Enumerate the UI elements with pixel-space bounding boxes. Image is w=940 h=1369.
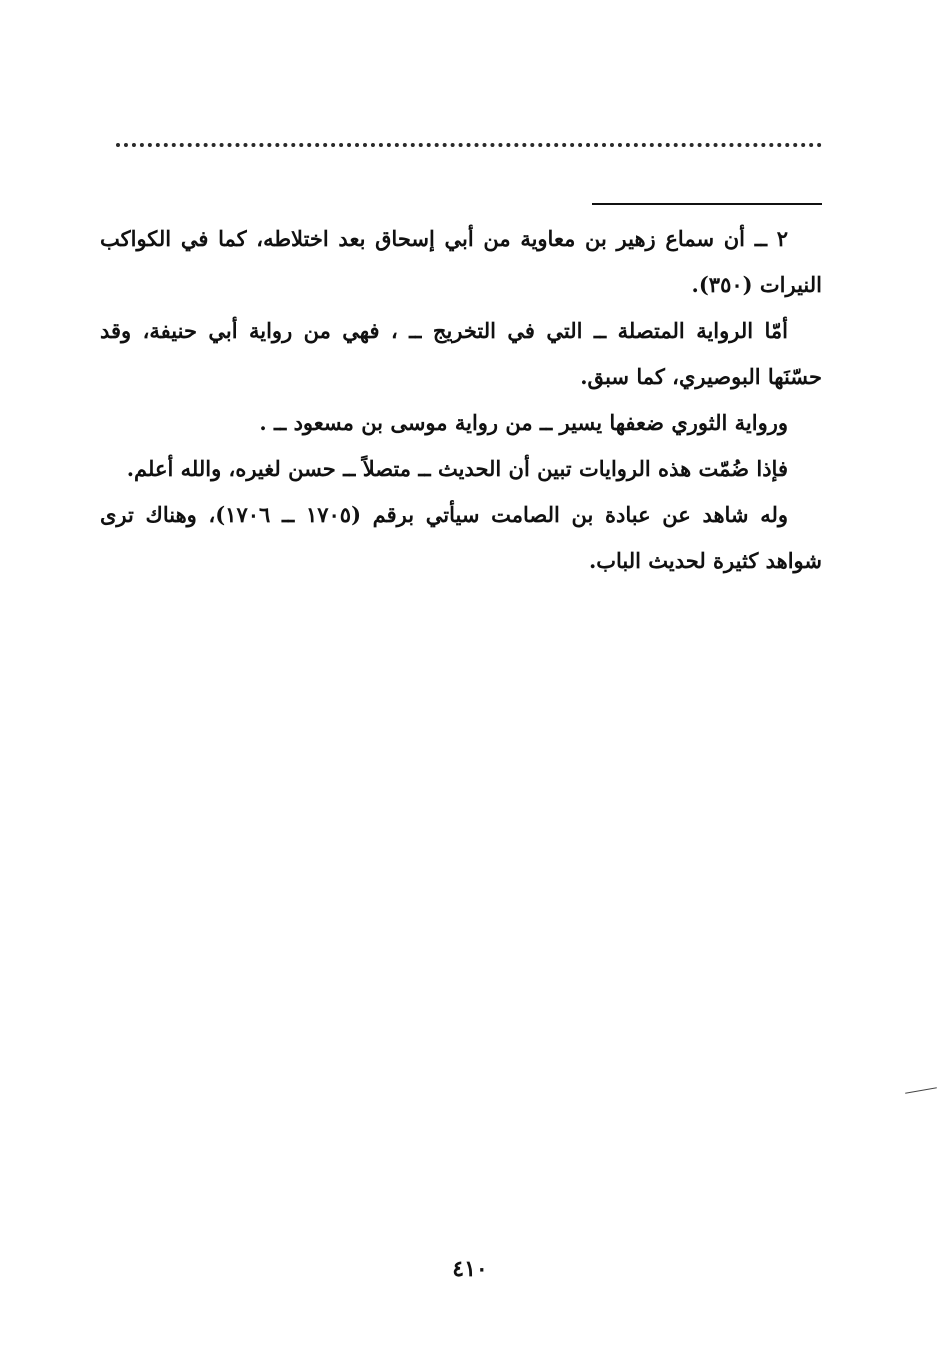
footnote-paragraph: ٢ ــ أن سماع زهير بن معاوية من أبي إسحاق بعد اختلاطه، كما في الكواكب النيرات (٣٥٠).: [100, 226, 822, 297]
footnote-rule: [592, 203, 822, 205]
page-number: ٤١٠: [452, 1256, 488, 1282]
footnotes-section: [100, 216, 822, 584]
footnote-paragraph: فإذا ضُمّت هذه الروايات تبين أن الحديث ــ متصلاً ــ حسن لغيره، والله أعلم.: [126, 456, 788, 481]
footnote-paragraph: وله شاهد عن عبادة بن الصامت سيأتي برقم (١٧٠٥ ــ ١٧٠٦)، وهناك ترى شواهد كثيرة لحديث الباب.: [100, 502, 822, 573]
footnote-paragraph: أمّا الرواية المتصلة ــ التي في التخريج ــ ، فهي من رواية أبي حنيفة، وقد حسّنَها البوصيري، كما سبق.: [100, 318, 822, 389]
dotted-separator: [116, 143, 822, 147]
scan-artifact: [905, 1087, 937, 1094]
footnote-paragraph: ورواية الثوري ضعفها يسير ــ من رواية موسى بن مسعود ــ .: [259, 410, 788, 435]
